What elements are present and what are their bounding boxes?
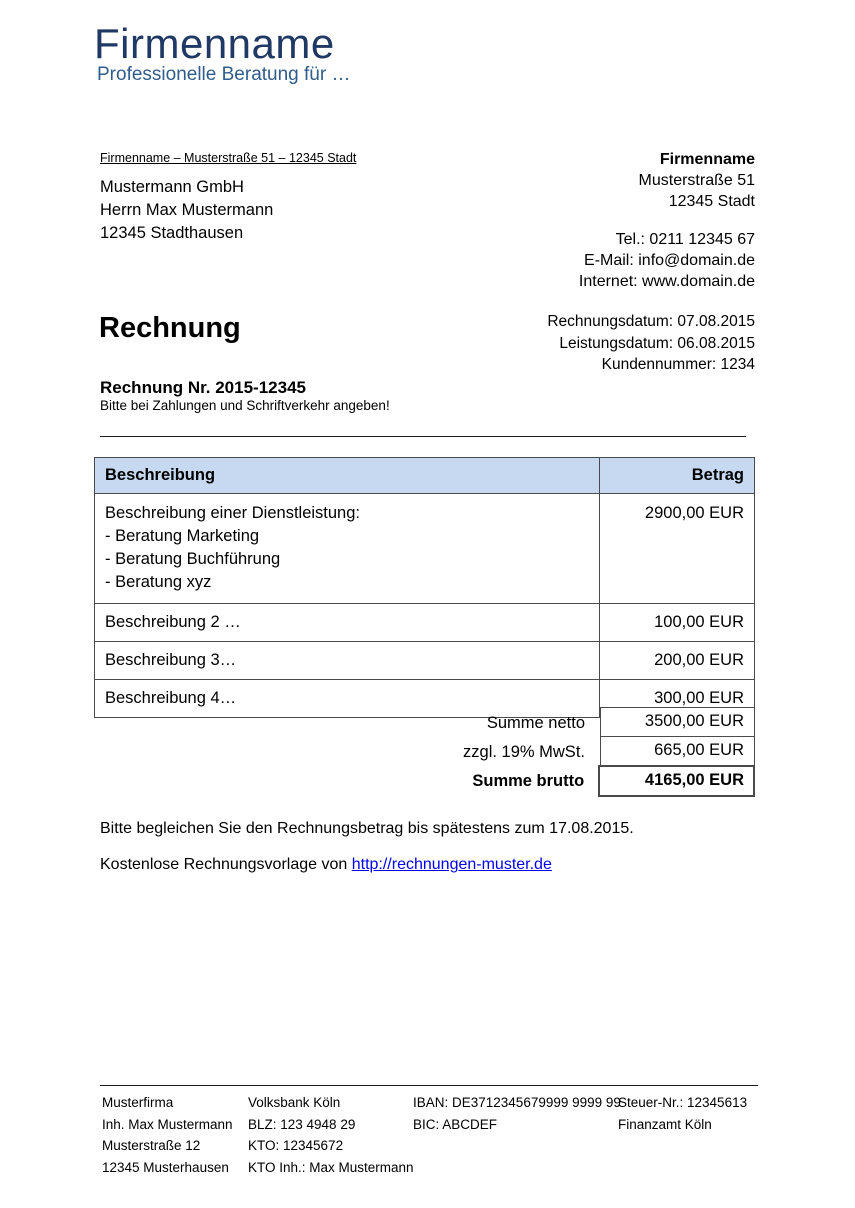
footer-bank-column — [248, 1092, 414, 1178]
total-amount: 3500,00 EUR — [600, 707, 755, 737]
company-name: Firmenname — [659, 151, 755, 168]
template-credit-text: Kostenlose Rechnungsvorlage von — [100, 856, 352, 873]
sender-return-address: Firmenname – Musterstraße 51 – 12345 Stadt — [100, 151, 357, 165]
template-credit-note — [100, 856, 552, 874]
totals-section — [94, 708, 755, 797]
column-header-description: Beschreibung — [105, 466, 216, 484]
item-amount: 100,00 EUR — [599, 604, 754, 641]
footer-line: KTO Inh.: Max Mustermann — [248, 1159, 414, 1175]
item-description-line: - Beratung Buchführung — [105, 550, 281, 568]
invoice-date: Rechnungsdatum: 07.08.2015 — [547, 313, 755, 330]
recipient-name: Mustermann GmbH — [100, 178, 244, 196]
footer-line: Finanzamt Köln — [618, 1116, 712, 1132]
total-label: zzgl. 19% MwSt. — [463, 743, 585, 761]
footer-line: BIC: ABCDEF — [413, 1116, 498, 1132]
total-row-gross — [94, 766, 755, 797]
footer-iban-column — [413, 1092, 621, 1135]
company-tagline: Professionelle Beratung für … — [97, 64, 351, 85]
service-date: Leistungsdatum: 06.08.2015 — [559, 334, 755, 352]
spacer — [579, 212, 755, 229]
footer-line: Musterstraße 12 — [102, 1138, 201, 1153]
line-items-table — [94, 457, 755, 718]
total-amount: 665,00 EUR — [600, 736, 755, 766]
table-row — [95, 493, 754, 603]
horizontal-divider — [100, 436, 746, 437]
invoice-number: Rechnung Nr. 2015-12345 — [100, 378, 306, 397]
invoice-meta-block — [547, 311, 755, 376]
footer-line: KTO: 12345672 — [248, 1138, 344, 1153]
item-description: Beschreibung 3… — [105, 651, 237, 669]
footer-divider — [100, 1085, 758, 1086]
footer-line: IBAN: DE3712345679999 9999 99 — [413, 1095, 621, 1110]
item-amount: 2900,00 EUR — [599, 494, 754, 603]
total-amount: 4165,00 EUR — [598, 765, 755, 797]
item-amount: 300,00 EUR — [599, 680, 754, 717]
company-city: 12345 Stadt — [668, 193, 755, 210]
recipient-contact: Herrn Max Mustermann — [100, 201, 274, 219]
footer-line: Inh. Max Mustermann — [102, 1116, 233, 1132]
footer-line: 12345 Musterhausen — [102, 1159, 229, 1175]
company-phone: Tel.: 0211 12345 67 — [615, 231, 755, 248]
item-description: Beschreibung 4… — [105, 689, 237, 707]
total-row-vat — [94, 737, 755, 766]
company-street: Musterstraße 51 — [638, 172, 755, 189]
footer-line: Volksbank Köln — [248, 1095, 341, 1110]
footer-line: BLZ: 123 4948 29 — [248, 1116, 356, 1132]
item-description: Beschreibung 2 … — [105, 613, 241, 631]
item-description-line: Beschreibung einer Dienstleistung: — [105, 504, 360, 522]
item-description — [95, 494, 599, 603]
invoice-number-note: Bitte bei Zahlungen und Schriftverkehr angeben! — [100, 398, 390, 413]
table-row — [95, 603, 754, 641]
footer-company-column — [102, 1092, 233, 1178]
column-header-amount: Betrag — [599, 458, 754, 493]
total-label: Summe brutto — [472, 772, 585, 790]
footer-tax-column — [618, 1092, 747, 1135]
item-description-line: - Beratung xyz — [105, 573, 212, 591]
recipient-address-block — [100, 176, 273, 245]
table-header-row — [95, 458, 754, 493]
company-address-block — [579, 149, 755, 292]
footer-line: Musterfirma — [102, 1095, 174, 1110]
customer-number: Kundennummer: 1234 — [601, 356, 755, 373]
template-link[interactable]: http://rechnungen-muster.de — [351, 856, 552, 873]
total-label: Summe netto — [486, 714, 585, 732]
company-logo-text: Firmenname — [94, 20, 335, 67]
page-title: Rechnung — [99, 312, 241, 344]
payment-deadline-note: Bitte begleichen Sie den Rechnungsbetrag bis spätestens zum 17.08.2015. — [100, 820, 634, 837]
total-row-net — [94, 708, 755, 737]
company-email: E-Mail: info@domain.de — [584, 252, 755, 269]
item-amount: 200,00 EUR — [599, 642, 754, 679]
recipient-city: 12345 Stadthausen — [100, 224, 244, 242]
company-internet: Internet: www.domain.de — [578, 273, 755, 290]
item-description-line: - Beratung Marketing — [105, 527, 260, 545]
table-row — [95, 641, 754, 679]
footer-line: Steuer-Nr.: 12345613 — [618, 1095, 748, 1110]
